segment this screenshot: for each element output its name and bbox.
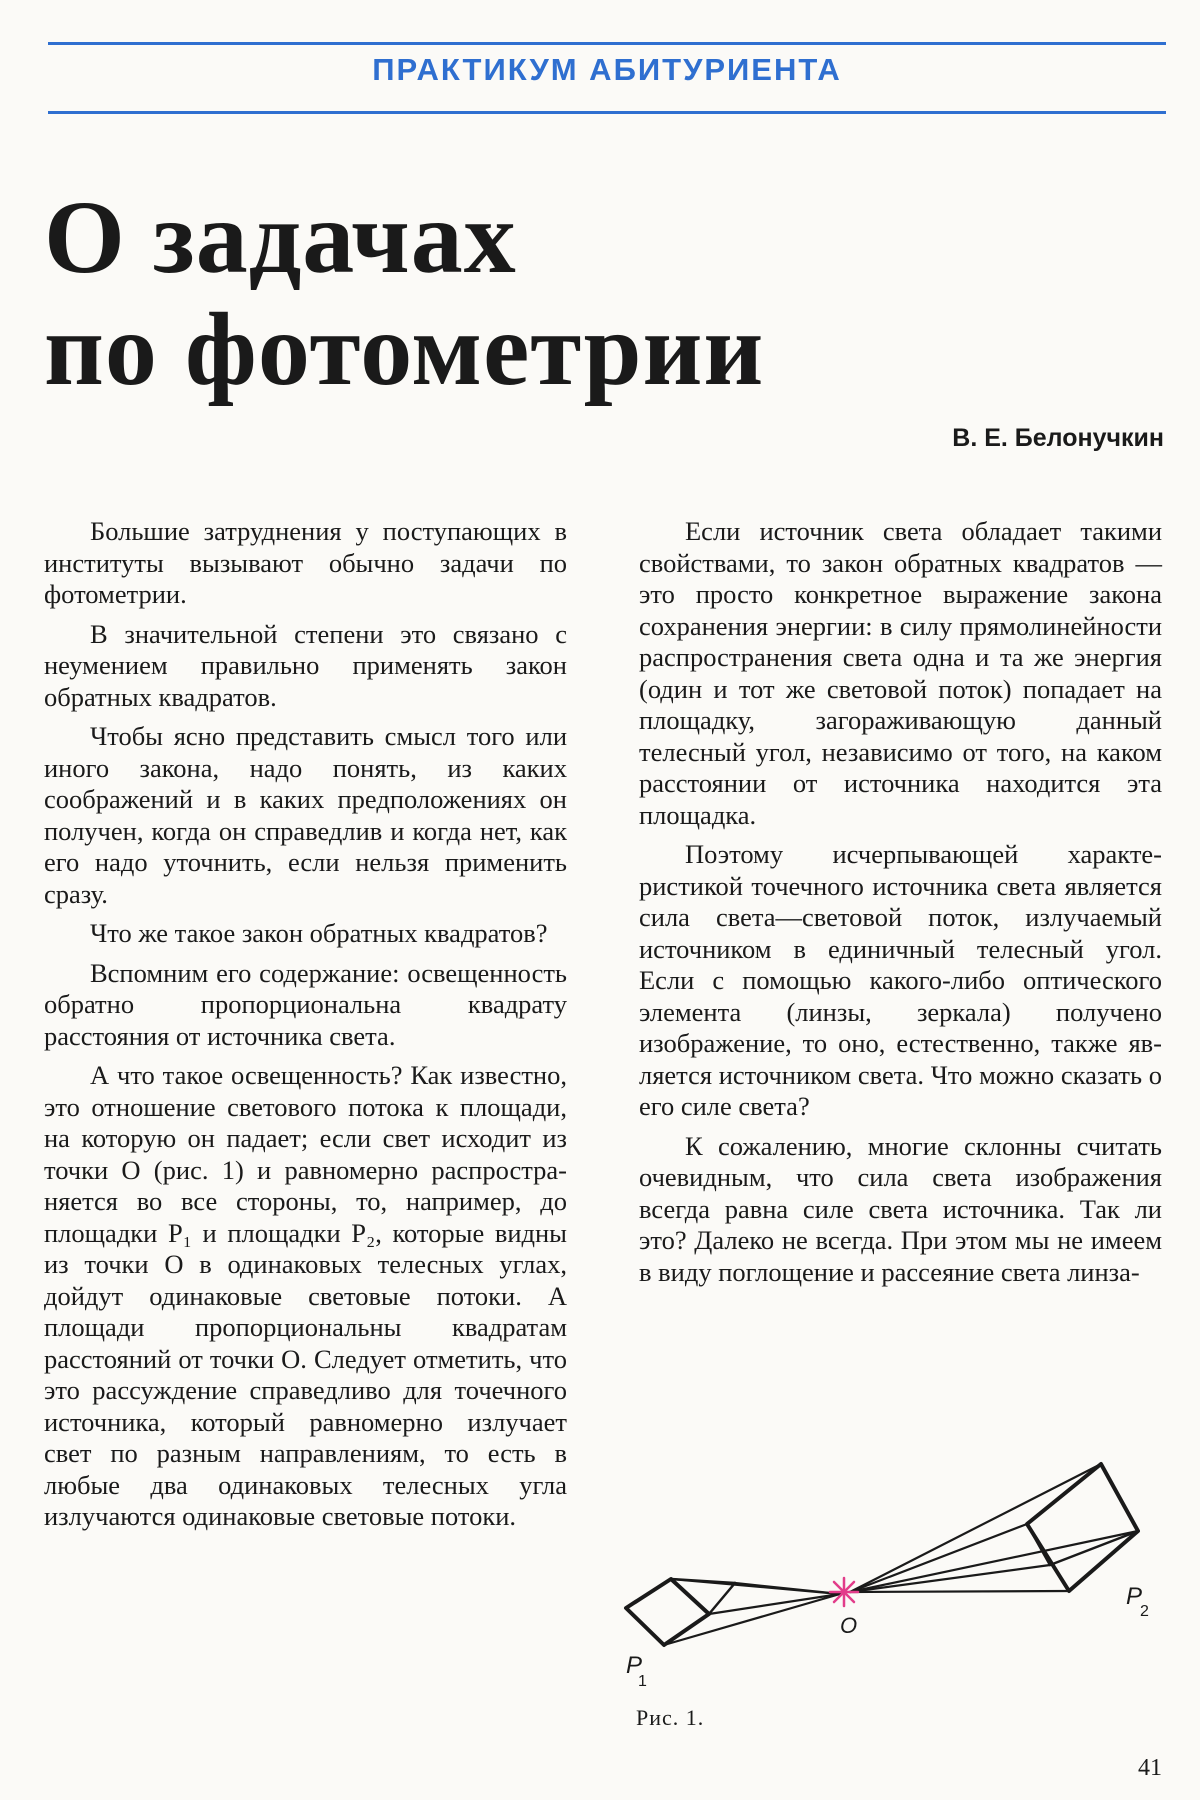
label-p2: P <box>1126 1583 1143 1610</box>
paragraph: А что такое освещенность? Как известно, это отношение светового потока к площади, на которую он падает; если свет исходит из точки O (рис. 1) и равномерно распространяется во все стороны, то, например, до площадки P₁ и площадки P₂, которые видны из точки O в одинаковых телесных углах, дойдут одинаковые световые потоки. А площади пропорциональны квадратам расстояний от точки O. Следует отметить, что это рассуждение справедливо для точечного источника, который равномерно излучает свет по разным направлениям, то есть в любые два одинаковых телесных угла излучаются одинаковые световые потоки. <box>44 1060 567 1531</box>
section-header: ПРАКТИКУМ АБИТУРИЕНТА <box>372 52 842 87</box>
cone-p1 <box>664 1579 840 1645</box>
paragraph: Если источник света обладает такими свойствами, то закон обратных квадратов — это просто конкретное выражение закона сохранения энергии: в силу прямолинейности распространения света одна и та же энергия (один и тот же световой поток) попадает на площадку, загораживающую данный телесный угол, независимо от того, на каком расстоянии от источника находится эта площадка. <box>639 516 1162 830</box>
right-column <box>639 516 1162 1296</box>
paragraph: Большие затруднения у поступающих в институты вызывают обычно задачи по фотометрии. <box>44 516 567 609</box>
paragraph: Вспомним его содержание: освещенность обратно пропорциональна квадрату расстояния от источника света. <box>44 957 567 1051</box>
page-number: 41 <box>1138 1755 1162 1781</box>
cone-p2 <box>850 1464 1138 1592</box>
header-rule-bottom <box>48 111 1166 114</box>
label-p1-subscript: 1 <box>638 1673 647 1690</box>
figure-caption: Рис. 1. <box>636 1705 705 1730</box>
label-o: O <box>840 1613 858 1638</box>
author-name: В. Е. Белонучкин <box>952 424 1164 452</box>
title-line-1: О задачах <box>44 180 517 295</box>
area-p2 <box>1027 1464 1138 1591</box>
left-column <box>44 516 567 1541</box>
paragraph: К сожалению, многие склонны считать очевидным, что сила света изображения всегда равна силе света источника. Так ли это? Далеко не всегда. При этом мы не имеем в виду поглощение и рассеяние света линза- <box>639 1130 1162 1287</box>
light-source-point <box>830 1578 858 1606</box>
article-title <box>44 182 764 406</box>
paragraph: Поэтому исчерпывающей характеристикой точечного источника света является сила света—световой поток, излучаемый источником в единичный телесный угол. Если с помощью какого-либо оптического элемента (линзы, зеркала) получено изображение, то оно, естественно, также является источником света. Что можно сказать о его силе света? <box>639 839 1162 1121</box>
paragraph: Чтобы ясно представить смысл того или иного закона, надо понять, из каких соображений и в каких предположениях он получен, когда он справедлив и когда нет, как его надо уточнить, если нельзя применить сразу. <box>44 721 567 909</box>
paragraph: Что же такое закон обратных квадратов? <box>90 918 548 948</box>
paragraph: В значительной степени это связано с неумением правильно применять закон обратных квадратов. <box>44 618 567 712</box>
title-line-2: по фотометрии <box>44 292 765 407</box>
figure-solid-angles <box>618 1448 1178 1718</box>
header-rule-top <box>48 42 1166 45</box>
label-p1: P <box>626 1652 643 1679</box>
label-p2-subscript: 2 <box>1140 1603 1149 1620</box>
